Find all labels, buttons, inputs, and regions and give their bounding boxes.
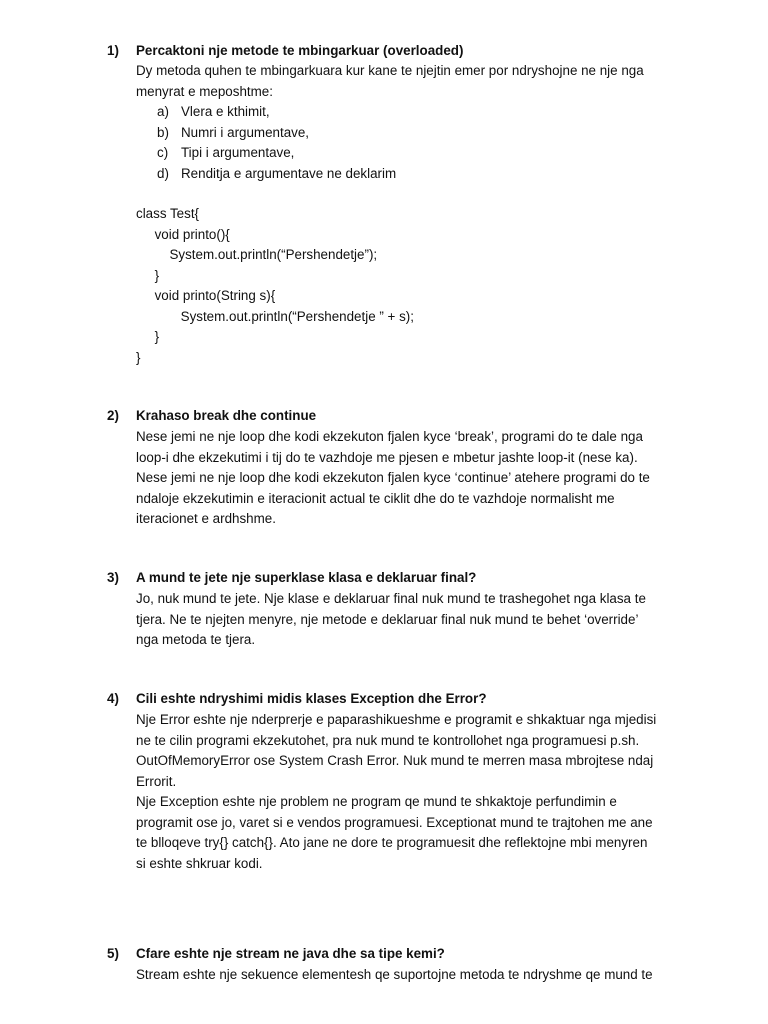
answer-paragraph xyxy=(136,965,681,986)
question-title: A mund te jete nje superklase klasa e deklaruar final? xyxy=(136,570,477,585)
question-title: Percaktoni nje metode te mbingarkuar (overloaded) xyxy=(136,43,464,58)
option-text: Numri i argumentave, xyxy=(181,124,310,140)
option-list xyxy=(157,102,396,184)
answer-paragraph xyxy=(136,427,681,530)
answer-line: menyrat e meposhtme: xyxy=(136,83,273,99)
question-title: Cfare eshte nje stream ne java dhe sa tipe kemi? xyxy=(136,946,445,961)
code-line: } xyxy=(136,329,160,344)
answer-line: te blloqeve try{} catch{}. Ato jane ne dore te programuesit dhe reflektojne mbi menyren xyxy=(136,835,648,850)
answer-line: iteracionet e ardhshme. xyxy=(136,511,276,526)
answer-line: Stream eshte nje sekuence elementesh qe suportojne metoda te ndryshme qe mund te xyxy=(136,967,653,982)
question-number: 1) xyxy=(107,43,119,58)
answer-line: OutOfMemoryError ose System Crash Error. Nuk mund te merren masa mbrojtese ndaj xyxy=(136,753,654,768)
option-text: Tipi i argumentave, xyxy=(181,145,295,160)
option-item xyxy=(157,123,396,144)
code-line: class Test{ xyxy=(136,206,200,221)
answer-line: loop-i dhe ekzekutimi i tij do te vazhdoje me pjesen e mbetur jashte loop-it (nese ka). xyxy=(136,449,638,465)
code-block xyxy=(136,204,414,368)
answer-paragraph xyxy=(136,710,681,874)
answer-paragraph xyxy=(136,589,681,651)
option-label: d) xyxy=(157,165,169,181)
answer-line: si eshte shkruar kodi. xyxy=(136,855,263,871)
code-line: } xyxy=(136,349,141,365)
option-item xyxy=(157,164,396,185)
answer-line: Nese jemi ne nje loop dhe kodi ekzekuton fjalen kyce ‘break’, programi do te dale nga xyxy=(136,429,643,444)
option-label: a) xyxy=(157,104,169,119)
option-item xyxy=(157,143,396,164)
option-label: b) xyxy=(157,124,169,140)
question-number: 2) xyxy=(107,408,119,423)
question-title: Krahaso break dhe continue xyxy=(136,408,317,423)
option-text: Renditja e argumentave ne deklarim xyxy=(181,165,397,181)
option-item xyxy=(157,102,396,123)
answer-line: ndaloje ekzekutimin e iteracionit actual te ciklit dhe do te vazhdoje normalisht me xyxy=(136,490,615,506)
answer-line: Jo, nuk mund te jete. Nje klase e deklaruar final nuk mund te trashegohet nga klasa te xyxy=(136,591,646,606)
answer-line: Nje Exception eshte nje problem ne program qe mund te shkaktoje perfundimin e xyxy=(136,794,617,809)
question-number: 5) xyxy=(107,946,119,961)
answer-line: Dy metoda quhen te mbingarkuara kur kane te njejtin emer por ndryshojne ne nje nga xyxy=(136,63,644,78)
code-line: void printo(){ xyxy=(136,226,230,242)
answer-line: ne te cilin programi ekzekutohet, pra nuk mund te kontrollohet nga programuesi p.sh. xyxy=(136,732,640,748)
code-line: System.out.println(“Pershendetje”); xyxy=(136,247,378,262)
code-line: System.out.println(“Pershendetje ” + s); xyxy=(136,308,414,324)
answer-line: programit ose jo, varet si e vendos programuesi. Exceptionat mund te trajtohen me ane xyxy=(136,814,653,830)
answer-line: tjera. Ne te njejten menyre, nje metode e deklaruar final nuk mund te behet ‘override’ xyxy=(136,611,639,627)
option-text: Vlera e kthimit, xyxy=(181,104,270,119)
question-number: 3) xyxy=(107,570,119,585)
answer-line: nga metoda te tjera. xyxy=(136,632,256,647)
question-number: 4) xyxy=(107,691,119,706)
code-line: } xyxy=(136,267,160,283)
option-label: c) xyxy=(157,145,169,160)
answer-line: Errorit. xyxy=(136,773,177,789)
answer-line: Nese jemi ne nje loop dhe kodi ekzekuton fjalen kyce ‘continue’ atehere programi do te xyxy=(136,470,650,485)
answer-paragraph xyxy=(136,61,681,102)
code-line: void printo(String s){ xyxy=(136,288,276,303)
question-title: Cili eshte ndryshimi midis klases Exception dhe Error? xyxy=(136,691,487,706)
answer-line: Nje Error eshte nje nderprerje e paparashikueshme e programit e shkaktuar nga mjedisi xyxy=(136,712,657,727)
